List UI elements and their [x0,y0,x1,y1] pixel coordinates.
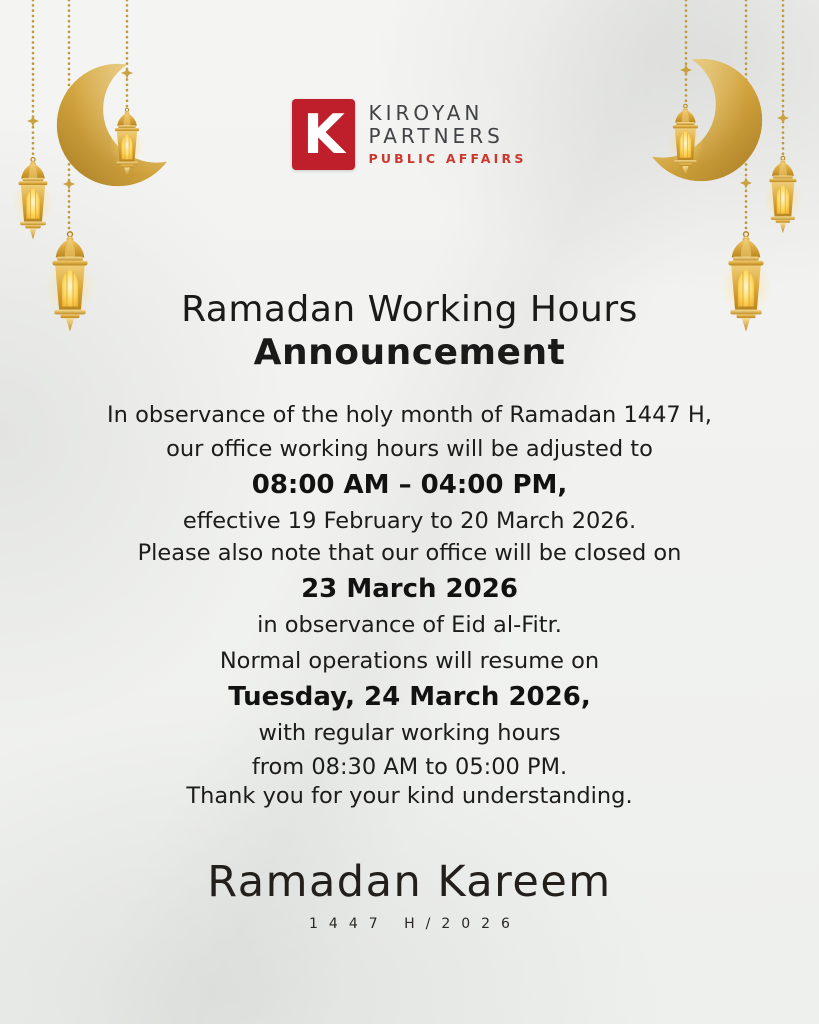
page-title [0,288,819,374]
body-text-line: In observance of the holy month of Ramadan 1447 H, [107,402,712,428]
body-text-line: our office working hours will be adjusted to [166,436,653,462]
logo-name-line2: PARTNERS [368,124,504,148]
star-icon [680,64,692,76]
resume-date-highlight: Tuesday, 24 March 2026, [228,682,591,712]
office-closure-paragraph [0,536,819,642]
title-line-2: Announcement [253,332,566,373]
star-icon [63,178,75,190]
hijri-year-text: 1447 H/2026 [309,916,521,932]
logo-k-badge [292,99,355,170]
star-icon [121,67,133,79]
closing-paragraph [0,779,819,813]
working-hours-paragraph [0,398,819,538]
ramadan-kareem-text: Ramadan Kareem [207,857,612,907]
body-text-line: from 08:30 AM to 05:00 PM. [251,754,568,780]
body-text-line: effective 19 February to 20 March 2026. [182,508,637,534]
closure-date-highlight: 23 March 2026 [301,574,518,604]
body-text-line: Normal operations will resume on [219,648,600,674]
logo-monogram: K [303,102,345,166]
resume-operations-paragraph [0,644,819,784]
logo-wordmark [368,102,526,167]
body-text-line: Please also note that our office will be closed on [137,540,682,566]
logo-tagline: PUBLIC AFFAIRS [368,151,527,166]
adjusted-hours-highlight: 08:00 AM – 04:00 PM, [251,470,568,500]
logo-name-line1: KIROYAN [368,101,484,125]
thank-you-line: Thank you for your kind understanding. [186,783,633,809]
footer-greeting [0,856,819,932]
title-line-1: Ramadan Working Hours [181,289,638,330]
star-icon [740,177,752,189]
body-text-line: with regular working hours [258,720,561,746]
body-text-line: in observance of Eid al-Fitr. [257,612,562,638]
logo [0,99,819,170]
